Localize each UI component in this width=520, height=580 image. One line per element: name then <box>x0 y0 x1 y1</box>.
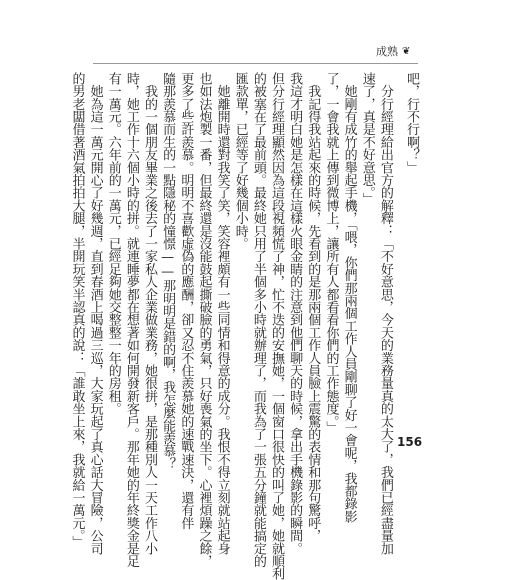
text-column: 隨那羨慕而生的一點隱秘的憧憬——那明明是錯的啊，我怎麼能羨慕？ <box>160 72 176 470</box>
text-column: 我的一個朋友畢業之後去了一家私人企業做業務，她很拼，是那種別人一天工作八小 <box>142 72 158 555</box>
running-head <box>376 46 410 58</box>
text-column: 她離開時還對我笑了笑，笑容裡頗有一些同情和得意的成分。我恨不得立刻就站起身 <box>214 72 230 555</box>
header-rule <box>93 63 418 64</box>
page-number: 156 <box>397 435 423 449</box>
text-column: 分行經理給出官方的解釋：「不好意思，今天的業務量真的太大了，我們已經盡量加 <box>377 72 393 555</box>
text-column: 了，一會我就上傳到微博上，讓所有人都看看你們的工作態度。」 <box>323 72 339 434</box>
text-column: 但分行經理顯然因為這段視頻慌了神，忙不迭的安撫她，一個窗口很快的叫了她，她就順利 <box>269 72 285 580</box>
text-column: 更多了些許羨慕。明明不喜歡虛偽的應酬，卻又忍不住羨慕她的速戰速決，還有伴 <box>178 72 194 530</box>
chapter-title: 成熟 <box>376 45 398 58</box>
text-column: 匯款單，已經等了好幾個小時。 <box>232 72 248 250</box>
text-column: 有一萬元。六年前的一萬元，已經足夠她交整整一年的房租。 <box>105 72 121 415</box>
text-column: 的被塞在了最前頭。最終她只用了半個多小時就辦理了，而我為了一張五分鐘就能搞定的 <box>250 72 266 568</box>
text-column: 時，她工作十六個小時的拼。就連睡夢都在想著如何開發新客戶。那年她的年終獎金是足 <box>123 72 139 568</box>
text-column: 她為這一萬元開心了好幾週，直到春酒上喝過三巡，大家玩起了真心話大冒險，公司 <box>87 72 103 555</box>
text-column: 速了，真是不好意思。」 <box>359 72 375 206</box>
text-column: 的男老闆借著酒氣拍拍大腿，半開玩笑半認真的說：「誰敢坐上來，我就給一萬元。」 <box>69 72 85 549</box>
fleuron-icon: ❦ <box>402 46 411 57</box>
text-column: 吧，行不行啊？」 <box>404 72 419 174</box>
text-column: 我記得我站起來的時候，先看到的是那兩個工作人員臉上震驚的表情和那句驚呼， <box>305 72 321 542</box>
text-column: 我這才明白她是怎樣在這樣火眼金睛的注意到他們聊天的時候，拿出手機錄影的瞬間。 <box>287 72 303 555</box>
text-column: 她剛有成竹的舉起手機，「喂，你們那兩個工作人員剛聊了好一會呢，我都錄影 <box>341 72 357 523</box>
text-column: 也如法炮製一番，但最終還是沒能鼓起撕破臉的勇氣，只好喪氣的坐下。心裡煩躁之餘， <box>196 72 212 568</box>
